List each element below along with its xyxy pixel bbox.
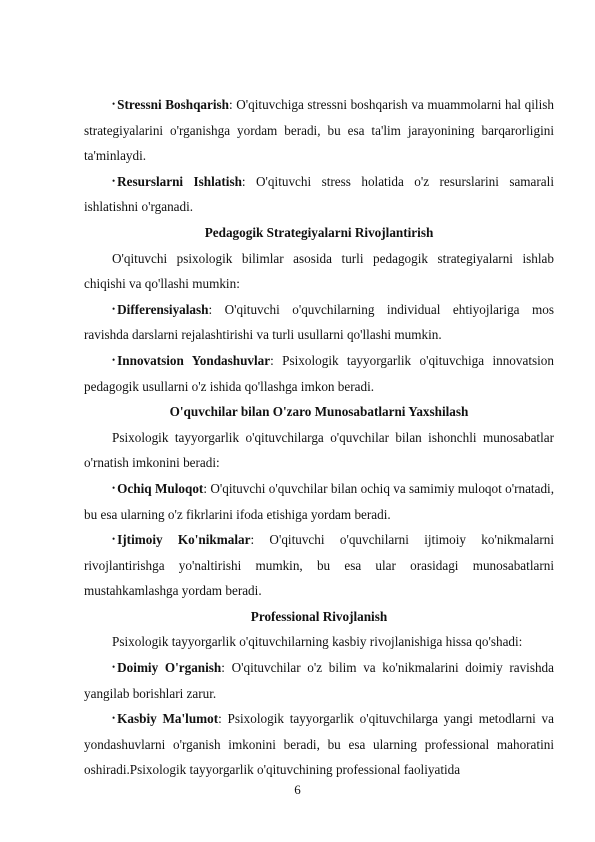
bullet-text: : O'qituvchiga stressni boshqarish va muammolarni hal qilish strategiyalarini o'rganishga yordam beradi, bu esa ta'lim jarayonining barqarorligini ta'minlaydi. (84, 97, 554, 164)
bullet-icon: • (112, 99, 116, 109)
bullet-term: Resurslarni Ishlatish (117, 173, 242, 189)
bullet-term: Kasbiy Ma'lumot (117, 711, 219, 727)
page-number: 6 (294, 782, 301, 797)
bullet-social-skills (84, 527, 554, 604)
section-heading-professional-development: Professional Rivojlanish (250, 608, 388, 624)
bullet-text: : O'qituvchilar o'z bilim va ko'nikmalarini doimiy ravishda yangilab borishlari zarur. (84, 660, 554, 701)
bullet-text: : Psixologik tayyorgarlik o'qituvchiga innovatsion pedagogik usullarni o'z ishida qo'llashga imkon beradi. (84, 352, 554, 394)
bullet-term: Differensiyalash (117, 301, 209, 317)
paragraph-strategies-intro: O'qituvchi psixologik bilimlar asosida turli pedagogik strategiyalarni ishlab chiqishi va qo'llashi mumkin: (84, 250, 554, 292)
bullet-differentiation (84, 297, 554, 348)
bullet-icon: • (112, 354, 116, 365)
bullet-text: : Psixologik tayyorgarlik o'qituvchilarga yangi metodlarni va yondashuvlarni o'rganish imkonini beradi, bu esa ularning professional mahoratini oshiradi.Psixologik tayyorgarlik o'qituvchining professional faoliyatida (84, 711, 555, 778)
bullet-text: : O'qituvchi o'quvchilarning individual ehtiyojlariga mos ravishda darslarni rejalashtirishi va turli usullarni qo'llashi mumkin. (84, 301, 554, 343)
bullet-term: Ijtimoiy Ko'nikmalar (117, 532, 251, 548)
bullet-open-communication (84, 476, 554, 527)
bullet-term: Stressni Boshqarish (117, 97, 229, 112)
bullet-professional-knowledge (84, 706, 554, 783)
bullet-icon: • (112, 303, 116, 314)
section-heading-pedagogical-strategies: Pedagogik Strategiyalarni Rivojlantirish (204, 224, 434, 240)
document-body (84, 92, 554, 783)
bullet-icon: • (112, 175, 116, 186)
bullet-icon: • (112, 662, 116, 673)
paragraph-development-intro: Psixologik tayyorgarlik o'qituvchilarning kasbiy rivojlanishiga hissa qo'shadi: (112, 634, 523, 650)
bullet-term: Ochiq Muloqot (117, 480, 204, 496)
bullet-text: : O'qituvchi o'quvchilar bilan ochiq va samimiy muloqot o'rnatadi, bu esa ularning o'z fikrlarini ifoda etishiga yordam beradi. (84, 480, 554, 522)
bullet-resources (84, 169, 554, 220)
bullet-innovative-approaches (84, 348, 554, 399)
bullet-continuous-learning (84, 655, 554, 706)
paragraph-relations-intro: Psixologik tayyorgarlik o'qituvchilarga o'quvchilar bilan ishonchli munosabatlar o'rnatish imkonini beradi: (84, 429, 554, 471)
bullet-icon: • (112, 713, 116, 724)
bullet-text: : O'qituvchi stress holatida o'z resurslarini samarali ishlatishni o'rganadi. (84, 173, 554, 215)
bullet-icon: • (112, 534, 116, 545)
bullet-term: Doimiy O'rganish (117, 660, 222, 676)
bullet-icon: • (112, 482, 116, 493)
section-heading-student-relations: O'quvchilar bilan O'zaro Munosabatlarni Yaxshilash (169, 404, 469, 420)
bullet-stress-management (84, 92, 554, 169)
bullet-term: Innovatsion Yondashuvlar (117, 352, 271, 368)
bullet-text: : O'qituvchi o'quvchilarni ijtimoiy ko'nikmalarni rivojlantirishga yo'naltirishi mumkin, bu esa ular orasidagi munosabatlarni mustahkamlashga yordam beradi. (84, 532, 554, 599)
